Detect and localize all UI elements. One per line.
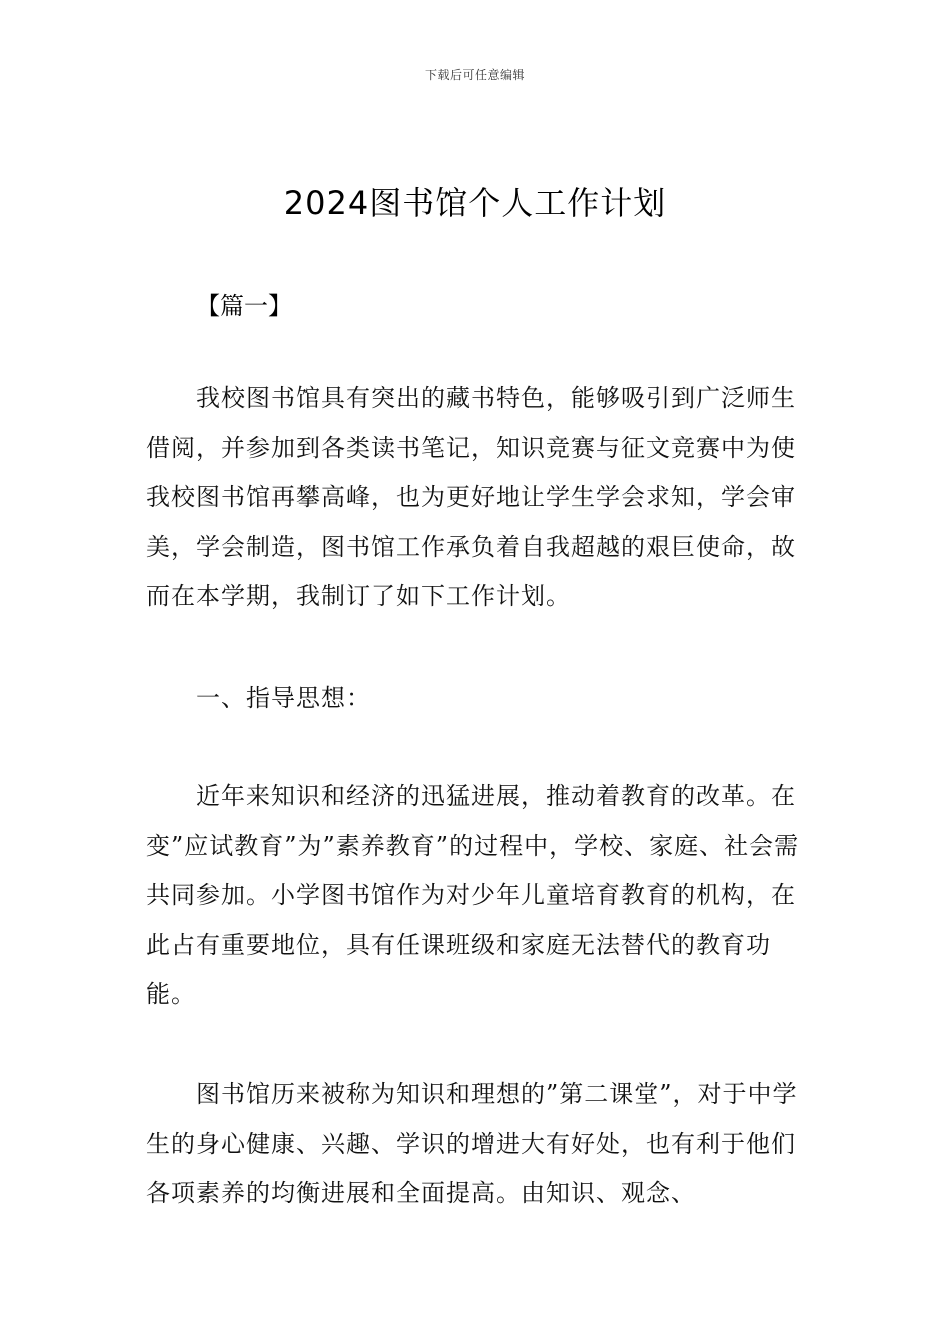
section-label: 【篇一】 [196,292,292,320]
header-note: 下载后可任意编辑 [424,68,525,82]
paragraph-second-classroom: 图书馆历来被称为知识和理想的”第二课堂”，对于中学生的身心健康、兴趣、学识的增进大有好处，也有利于他们各项素养的均衡进展和全面提高。由知识、观念、 [146,1080,798,1207]
paragraph-intro: 我校图书馆具有突出的藏书特色，能够吸引到广泛师生借阅，并参加到各类读书笔记，知识竞赛与征文竞赛中为使我校图书馆再攀高峰，也为更好地让学生学会求知，学会审美，学会制造，图书馆工作承负着自我超越的艰巨使命，故而在本学期，我制订了如下工作计划。 [146,384,796,610]
paragraph-education-reform: 近年来知识和经济的迅猛进展，推动着教育的改革。在变”应试教育”为”素养教育”的过程中，学校、家庭、社会需共同参加。小学图书馆作为对少年儿童培育教育的机构，在此占有重要地位，具有任课班级和家庭无法替代的教育功能。 [146,782,800,1008]
document-title: 2024图书馆个人工作计划 [283,184,667,222]
heading-guiding-thought: 一、指导思想： [196,684,371,712]
